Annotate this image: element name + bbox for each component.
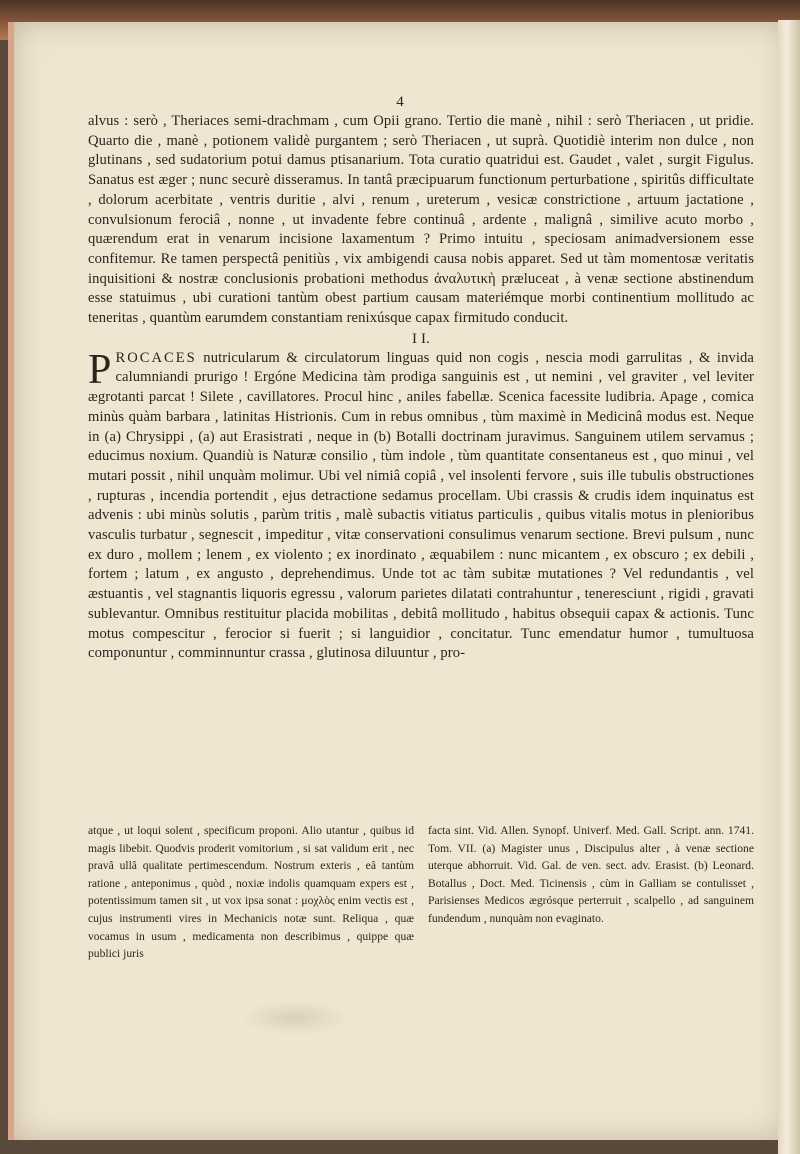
section-paragraph: [88, 346, 754, 664]
first-word: ROCACES: [115, 349, 197, 366]
footnote-column-right: [428, 822, 754, 963]
paper-smudge: [240, 1000, 350, 1036]
footnote-right-text: facta sint. Vid. Allen. Synopf. Univerf. Med. Gall. Script. ann. 1741. Tom. VII. (a) Magister unus , Discipulus alter , à venæ sectione uterque abhorruit. Vid. Gal. de ven. sect. adv. Erasist. (b) Leonard. Botallus , Doct. Med. Ticinensis , cùm in Galliam se contulisset , Parisienses Medicos ægrósque perterruit , scalpello , ad sanguinem fundendum , nunquàm non evaginato.: [428, 824, 754, 925]
footnote-column-left: [88, 822, 414, 963]
page-spine: [778, 20, 800, 1154]
section-paragraph-text: nutricularum & circulatorum linguas quid non cogis , nescia modi garrulitas , & invida calumniandi prurigo ! Ergóne Medicina tàm prodiga sanguinis est , ut nemini , vel graviter , vel leviter ægrotanti parcat ! Silete , cavillatores. Procul hinc , aniles fabellæ. Scenica facessite ludibria. Apage , comica minùs quàm barbara , latinitas Histrionis. Cum in rebus omnibus , tùm maximè in Medicinâ modus est. Neque in (a) Chrysippi , (a) aut Erasistrati , neque in (b) Botalli doctrinam juravimus. Sanguinem utilem servamus ; educimus noxium. Quandiù is Naturæ consilio , tùm indole , tùm quantitate consentaneus est , quo minui , vel mutari possit , nihil unquàm molimur. Ubi vel nimiâ copiâ , vel insolenti fervore , suis ille tubulis obstructiones , rupturas , incendia portendit , ejus detractione sedamus procellam. Ubi crassis & crudis idem inquinatus est advenis : ubi minùs solutis , parùm tritis , malè subactis vitiatus particulis , quibus vitalis motus in plenioribus vasculis turbatur , segnescit , impeditur , vitæ conservationi consulimus venarum sectione. Brevi pulsum , nunc ex duro , mollem ; lenem , ex violento ; ex inordinato , æquabilem : nunc micantem , ex obscuro ; ex debili , fortem ; latum , ex angusto , deprehendimus. Unde tot ac tàm subitæ mutationes ? Vel redundantis , vel æstuantis , vel stagnantis liquoris egressu , valorum parietes dilatati contrahuntur , teneresciunt , rigidi , gravati sublevantur. Omnibus restituitur placida mobilitas , debitâ mollitudo , habitus obsequii capax & actionis. Tunc motus compescitur , ferocior si fuerit ; si languidior , concitatur. Tunc emendatur humor , tumultuosa componuntur , comminnuntur crassa , glutinosa diluuntur , pro-: [88, 349, 754, 662]
main-text-block: [88, 112, 754, 664]
page-number: 4: [396, 94, 404, 110]
footnote-left-text: atque , ut loqui solent , specificum proponi. Alio utantur , quibus id magis libebit. Quodvis proderit vomitorium , si sat validum erit , nec pravâ ullâ qualitate pertimescendum. Nostrum exteris , eâ tantùm ratione , anteponimus , quòd , noxiæ indolis quamquam expers est , potentissimum tamen sit , ut vox ipsa sonat : μοχλὸς enim vectis est , cujus instrumenti vires in Mechanicis notæ sunt. Reliqua , quæ vocamus in usum , medicamenta non describimus , quippe quæ publici juris: [88, 824, 414, 961]
section-heading: I I.: [412, 330, 430, 347]
drop-cap: P: [88, 346, 112, 393]
footnotes: [88, 822, 754, 963]
intro-paragraph: alvus : serò , Theriaces semi-drachmam , cum Opii grano. Tertio die manè , nihil : serò Theriacen , ut pridie. Quarto die , manè , potionem validè purgantem ; serò Theriacen , ut suprà. Quotidiè interim non dulce , non glutinans , sed sudatorium potui damus ptisanarium. Tota curatio quatridui est. Gaudet , valet , surgit Figulus. Sanatus est æger ; nunc securè disseramus. In tantâ præcipuarum functionum perturbatione , spiritûs difficultate , dolorum acerbitate , ventris duritie , alvi , renum , ureterum , vesicæ constrictione , artuum jactatione , convulsionum ferociâ , nonne , ut invadente febre continuâ , ardente , malignâ , similive acuto morbo , quærendum erat in venarum incisione laxamentum ? Primo intuitu , speciosam animadversionem esse confitemur. Re tamen perspectâ penitiùs , vix ambigendi causa nobis apparet. Sed ut tàm momentosæ veritatis inquisitioni & nostræ conclusionis probationi methodus ἀναλυτικὴ præluceat , à venæ sectione abstinendum esse statuimus , ubi curationi tantùm obest partium causam materiémque morbi continentium mollitudo ac teneritas , quantùm earumdem constantiam renixúsque capax firmitudo conducit.: [88, 113, 754, 327]
